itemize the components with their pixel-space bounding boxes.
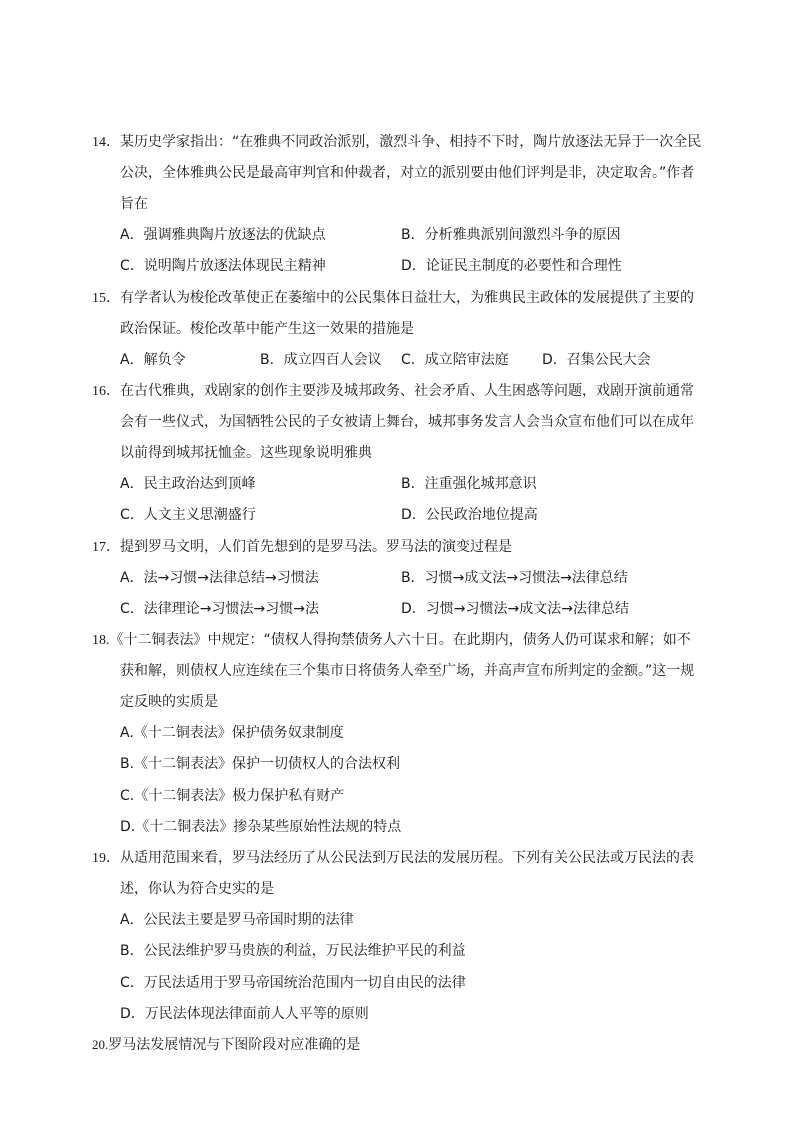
question-text: 某历史学家指出：“在雅典不同政治派别，激烈斗争、相持不下时，陶片放逐法无异于一次全民 bbox=[120, 134, 702, 150]
question-number: 19． bbox=[92, 851, 120, 866]
question-number: 14． bbox=[92, 135, 120, 150]
question-text: 在古代雅典，戏剧家的创作主要涉及城邦政务、社会矛盾、人生困惑等问题，戏剧开演前通常 bbox=[120, 383, 694, 399]
question-19-line-2: 述，你认为符合史实的是 bbox=[120, 881, 274, 897]
option-b: B．公民法维护罗马贵族的利益，万民法维护平民的利益 bbox=[120, 943, 466, 959]
option-d: D．万民法体现法律面前人人平等的原则 bbox=[120, 1006, 369, 1022]
question-16-line-2: 会有一些仪式，为国牺牲公民的子女被请上舞台，城邦事务发言人会当众宣布他们可以在成年 bbox=[120, 414, 694, 430]
question-text: 罗马法发展情况与下图阶段对应准确的是 bbox=[108, 1037, 361, 1053]
option-a: A．强调雅典陶片放逐法的优缺点 bbox=[120, 227, 326, 243]
option-a: A．解负令 bbox=[120, 352, 186, 368]
question-14-line-3: 旨在 bbox=[120, 196, 148, 212]
option-d: D．习惯→习惯法→成文法→法律总结 bbox=[401, 601, 629, 617]
question-number: 16． bbox=[92, 384, 120, 399]
option-b: B．注重强化城邦意识 bbox=[401, 476, 537, 492]
question-number: 20. bbox=[92, 1037, 109, 1052]
question-text: 《十二铜表法》中规定：“债权人得拘禁债务人六十日。在此期内，债务人仍可谋求和解；如不 bbox=[109, 632, 691, 648]
question-17-line-1 bbox=[92, 537, 794, 558]
option-c: C．成立陪审法庭 bbox=[401, 352, 509, 368]
option-c: C．人文主义思潮盛行 bbox=[120, 507, 256, 523]
question-text: 从适用范围来看，罗马法经历了从公民法到万民法的发展历程。下列有关公民法或万民法的表 bbox=[120, 850, 694, 866]
option-b: B.《十二铜表法》保护一切债权人的合法权利 bbox=[120, 756, 401, 772]
question-number: 18. bbox=[92, 633, 110, 648]
question-text: 提到罗马文明，人们首先想到的是罗马法。罗马法的演变过程是 bbox=[120, 539, 512, 555]
option-d: D．论证民主制度的必要性和合理性 bbox=[401, 258, 622, 274]
option-d: D.《十二铜表法》掺杂某些原始性法规的特点 bbox=[120, 819, 402, 835]
question-number: 17． bbox=[92, 540, 120, 555]
question-text: 有学者认为梭伦改革使正在萎缩中的公民集体日益壮大，为雅典民主政体的发展提供了主要的 bbox=[120, 290, 694, 306]
option-c: C．说明陶片放逐法体现民主精神 bbox=[120, 258, 326, 274]
option-c: C.《十二铜表法》极力保护私有财产 bbox=[120, 788, 345, 804]
question-15-line-1 bbox=[92, 288, 794, 309]
question-15-line-2: 政治保证。梭伦改革中能产生这一效果的措施是 bbox=[120, 321, 414, 337]
option-c: C．法律理论→习惯法→习惯→法 bbox=[120, 601, 319, 617]
option-b: B．分析雅典派别间激烈斗争的原因 bbox=[401, 227, 621, 243]
option-b: B．习惯→成文法→习惯法→法律总结 bbox=[401, 570, 628, 586]
option-a: A.《十二铜表法》保护债务奴隶制度 bbox=[120, 725, 344, 741]
question-16-line-1 bbox=[92, 381, 794, 402]
question-19-line-1 bbox=[92, 848, 794, 869]
option-b: B．成立四百人会议 bbox=[260, 352, 382, 368]
question-14-line-2: 公决，全体雅典公民是最高审判官和仲裁者，对立的派别要由他们评判是非，决定取舍。”作者 bbox=[120, 165, 695, 181]
option-a: A．法→习惯→法律总结→习惯法 bbox=[120, 570, 319, 586]
option-a: A．公民法主要是罗马帝国时期的法律 bbox=[120, 912, 354, 928]
question-number: 15． bbox=[92, 291, 120, 306]
question-20-line-1 bbox=[92, 1035, 794, 1055]
option-a: A．民主政治达到顶峰 bbox=[120, 476, 256, 492]
option-c: C．万民法适用于罗马帝国统治范围内一切自由民的法律 bbox=[120, 975, 466, 991]
question-16-line-3: 以前得到城邦抚恤金。这些现象说明雅典 bbox=[120, 445, 372, 461]
question-18-line-3: 定反映的实质是 bbox=[120, 694, 218, 710]
option-d: D．召集公民大会 bbox=[542, 352, 651, 368]
option-d: D．公民政治地位提高 bbox=[401, 507, 538, 523]
question-18-line-2: 获和解，则债权人应连续在三个集市日将债务人牵至广场，并高声宣布所判定的金额。”这一规 bbox=[120, 663, 695, 679]
question-14-line-1 bbox=[92, 132, 794, 153]
question-18-line-1 bbox=[92, 630, 794, 651]
